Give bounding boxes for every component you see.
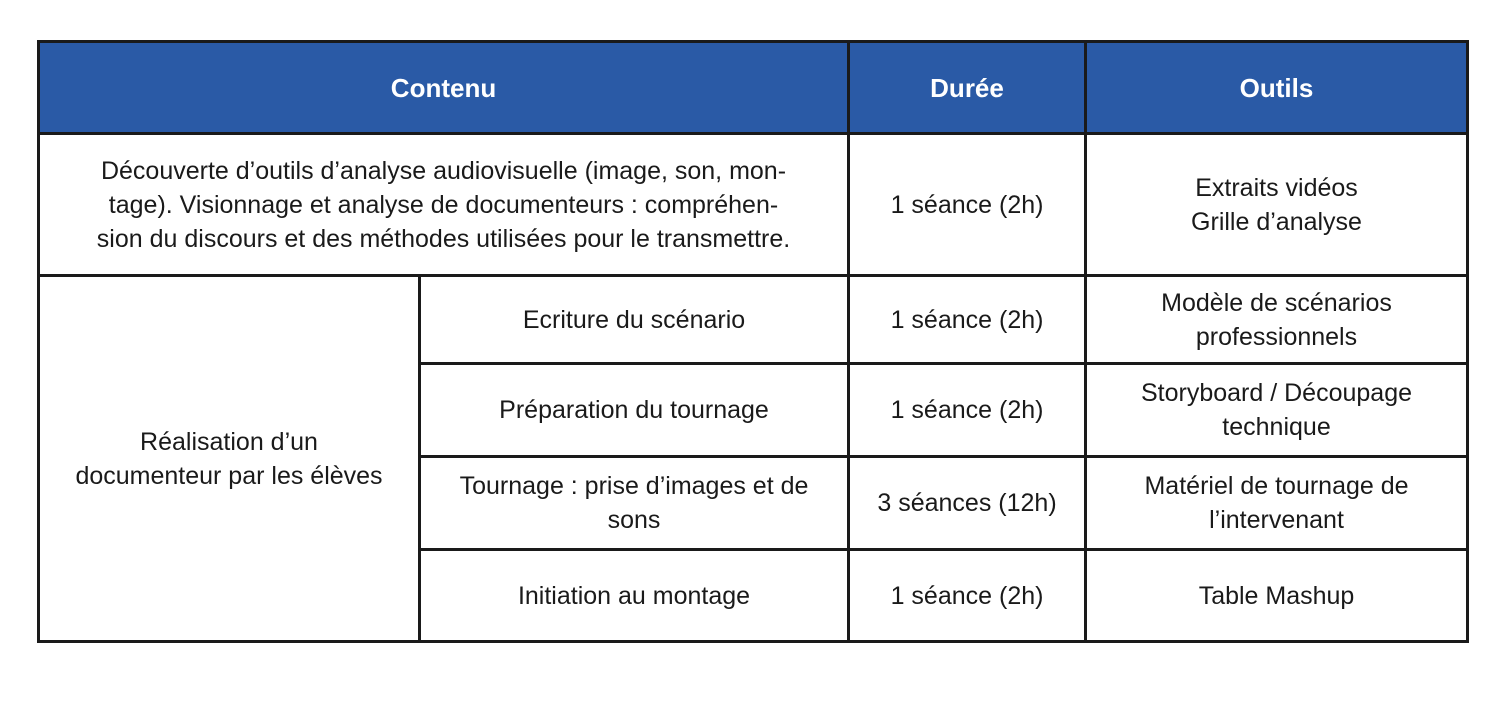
group-label-cell	[39, 276, 420, 642]
group-label-line-1: Réalisation d’un	[140, 427, 318, 456]
group-label-line-2: documenteur par les élèves	[75, 461, 383, 490]
step-line: Préparation du tournage	[499, 396, 769, 424]
step-line: Tournage : prise d’images et de	[459, 472, 809, 500]
step-line: Initiation au montage	[517, 581, 751, 610]
step-line: Ecriture du scénario	[522, 305, 746, 334]
duree-cell: 1 séance (2h)	[849, 276, 1086, 364]
step-cell	[420, 457, 849, 550]
intro-contenu-line-2: tage). Visionnage et analyse de documenteurs : compréhen-	[108, 190, 779, 219]
outils-line: Table Mashup	[1198, 581, 1355, 610]
step-line: sons	[607, 506, 661, 534]
schedule-table	[37, 40, 1469, 643]
step-cell	[420, 550, 849, 642]
outils-cell	[1086, 364, 1468, 457]
outils-cell	[1086, 276, 1468, 364]
outils-line: professionnels	[1195, 322, 1358, 351]
outils-line: Storyboard / Découpage	[1141, 379, 1413, 407]
intro-outils-cell	[1086, 134, 1468, 276]
header-contenu: Contenu	[39, 42, 849, 134]
outils-cell	[1086, 550, 1468, 642]
step-cell	[420, 364, 849, 457]
intro-contenu-cell	[39, 134, 849, 276]
duree-cell: 3 séances (12h)	[849, 457, 1086, 550]
outils-cell	[1086, 457, 1468, 550]
intro-duree-cell: 1 séance (2h)	[849, 134, 1086, 276]
intro-outils-line-1: Extraits vidéos	[1195, 173, 1358, 202]
duree-cell: 1 séance (2h)	[849, 364, 1086, 457]
header-row	[39, 42, 1468, 134]
table-row-script	[39, 276, 1468, 364]
step-cell	[420, 276, 849, 364]
outils-line: l’intervenant	[1209, 506, 1344, 534]
header-duree: Durée	[849, 42, 1086, 134]
duree-cell: 1 séance (2h)	[849, 550, 1086, 642]
outils-line: technique	[1222, 413, 1331, 441]
table-row-intro	[39, 134, 1468, 276]
intro-contenu-line-1: Découverte d’outils d’analyse audiovisuelle (image, son, mon-	[100, 156, 787, 185]
intro-outils-line-2: Grille d’analyse	[1191, 207, 1362, 236]
outils-line: Modèle de scénarios	[1161, 288, 1392, 317]
outils-line: Matériel de tournage de	[1144, 472, 1409, 500]
intro-contenu-line-3: sion du discours et des méthodes utilisées pour le transmettre.	[96, 224, 791, 253]
header-outils: Outils	[1086, 42, 1468, 134]
